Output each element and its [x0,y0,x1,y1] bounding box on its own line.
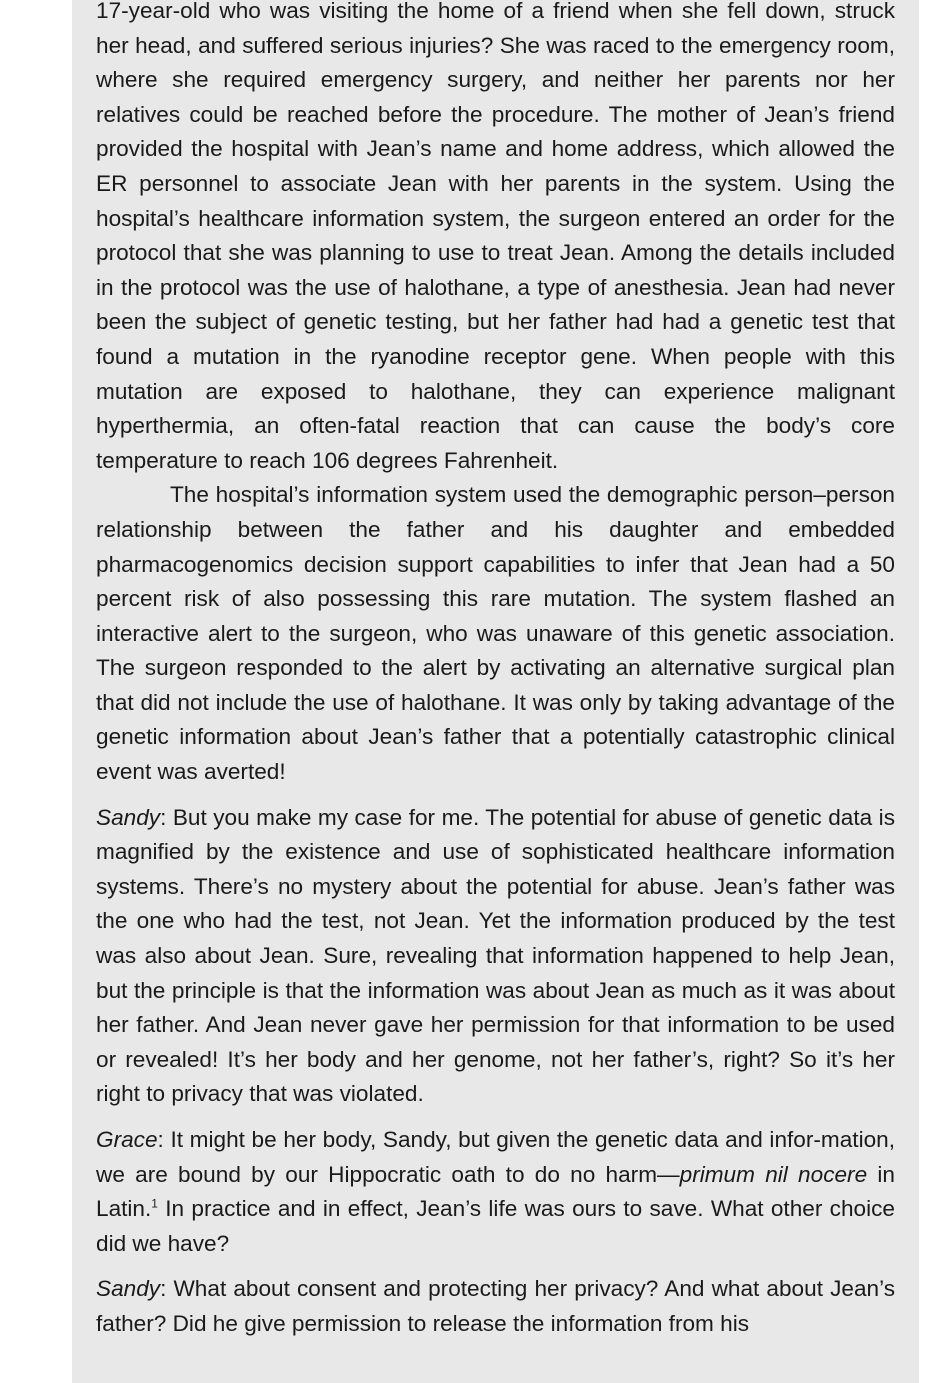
speaker-name: Grace [96,1127,158,1152]
dialogue-text: : It might be her body, Sandy, but given the genetic data and infor-mation, we are bound by our Hippocratic oath to do no harm— [96,1127,895,1187]
dialogue-sandy-2 [96,1272,895,1341]
dialogue-text: : What about consent and protecting her privacy? And what about Jean’s father? Did he give permission to release the information from his [96,1276,895,1336]
narrative-paragraph-2: The hospital’s information system used the demographic person–person relationship between the father and his daughter and embedded pharmacogenomics decision support capabilities to infer that Jean had a 50 percent risk of also possessing this rare mutation. The system flashed an interactive alert to the surgeon, who was unaware of this genetic association. The surgeon responded to the alert by activating an alternative surgical plan that did not include the use of halothane. It was only by taking advantage of the genetic information about Jean’s father that a potentially catastrophic clinical event was averted! [96,482,895,785]
narrative-paragraph-1: 17-year-old who was visiting the home of a friend when she fell down, struck her head, and suffered serious injuries? She was raced to the emergency room, where she required emergency surgery, and neither her parents nor her relatives could be reached before the procedure. The mother of Jean’s friend provided the hospital with Jean’s name and home address, which allowed the ER personnel to associate Jean with her parents in the system. Using the hospital’s healthcare information system, the surgeon entered an order for the protocol that she was planning to use to treat Jean. Among the details included in the protocol was the use of halothane, a type of anesthesia. Jean had never been the subject of genetic testing, but her father had had a genetic test that found a mutation in the ryanodine receptor gene. When people with this mutation are exposed to halothane, they can experience malignant hyperthermia, an often-fatal reaction that can cause the body’s core temperature to reach 106 degrees Fahrenheit. [96,0,895,473]
document-body [96,0,895,1342]
footnote-reference[interactable]: 1 [151,1196,158,1211]
speaker-name: Sandy [96,804,161,830]
dialogue-text: : But you make my case for me. The potential for abuse of genetic data is magnified by the existence and use of sophisticated healthcare information systems. There’s no mystery about the potential for abuse. Jean’s father was the one who had the test, not Jean. Yet the information produced by the test was also about Jean. Sure, revealing that information happened to help Jean, but the principle is that the information was about Jean as much as it was about her father. And Jean never gave her permission for that information to be used or revealed! It’s her body and her genome, not her father’s, right? So it’s her right to privacy that was violated. [96,804,895,1107]
dialogue-text: in Latin. [96,1161,895,1222]
dialogue-text: In practice and in effect, Jean’s life was ours to save. What other choice did we have? [96,1196,895,1256]
latin-phrase: primum nil nocere [679,1161,868,1187]
dialogue-grace [96,1123,895,1261]
dialogue-sandy-1 [96,801,895,1112]
speaker-name: Sandy [96,1276,161,1302]
